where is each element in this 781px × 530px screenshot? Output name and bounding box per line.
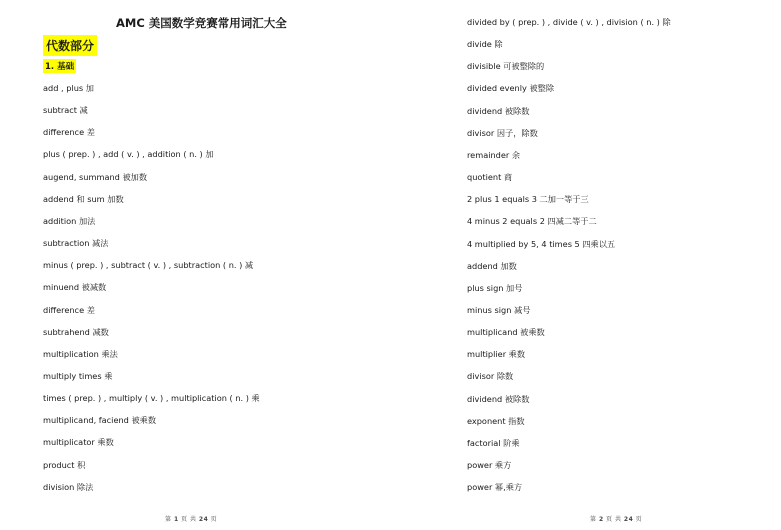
vocabulary-entry: multiplier 乘数 [467, 349, 526, 360]
vocabulary-entry: minus sign 减号 [467, 304, 531, 315]
page-footer: 第 1 页 共 24 页 [165, 516, 218, 523]
subsection-heading: 1. 基础 [43, 59, 76, 73]
vocabulary-entry: factorial 阶乘 [467, 437, 520, 448]
vocabulary-entry: plus sign 加号 [467, 282, 523, 293]
vocabulary-entry: minus ( prep. ) , subtract ( v. ) , subtraction ( n. ) 减 [43, 260, 254, 271]
vocabulary-entry: subtraction 减法 [43, 238, 109, 249]
vocabulary-entry: addend 加数 [467, 260, 517, 271]
vocabulary-entry: division 除法 [43, 481, 94, 492]
vocabulary-entry: subtrahend 减数 [43, 326, 109, 337]
vocabulary-entry: multiplicand 被乘数 [467, 327, 545, 338]
vocabulary-entry: add , plus 加 [43, 83, 94, 93]
vocabulary-entry: remainder 余 [467, 149, 521, 160]
vocabulary-entry: divisible 可被整除的 [467, 61, 545, 72]
vocabulary-entry: minuend 被减数 [43, 282, 107, 293]
vocabulary-entry: subtract 减 [43, 105, 88, 116]
vocabulary-entry: divisor 除数 [467, 371, 514, 382]
vocabulary-entry: multiply times 乘 [43, 370, 113, 381]
vocabulary-entry: product 积 [43, 459, 86, 470]
vocabulary-entry: power 幂,乘方 [467, 482, 523, 493]
document-page-2 [390, 0, 780, 530]
vocabulary-entry: divide 除 [467, 39, 503, 50]
vocabulary-entry: plus ( prep. ) , add ( v. ) , addition ( n. ) 加 [43, 149, 214, 160]
vocabulary-entry: dividend 被除数 [467, 105, 530, 116]
vocabulary-entry: exponent 指数 [467, 415, 525, 426]
vocabulary-entry: difference 差 [43, 304, 95, 315]
vocabulary-entry: multiplication 乘法 [43, 348, 118, 359]
vocabulary-entry: augend, summand 被加数 [43, 171, 148, 182]
vocabulary-entry: 4 minus 2 equals 2 四减二等于二 [467, 216, 597, 227]
vocabulary-entry: divisor 因子，除数 [467, 127, 538, 138]
page-footer: 第 2 页 共 24 页 [590, 516, 643, 523]
vocabulary-entry: 4 multiplied by 5, 4 times 5 四乘以五 [467, 238, 616, 249]
vocabulary-entry: dividend 被除数 [467, 393, 530, 404]
vocabulary-entry: addend 和 sum 加数 [43, 193, 124, 204]
section-heading: 代数部分 [43, 35, 97, 56]
vocabulary-entry: divided by ( prep. ) , divide ( v. ) , division ( n. ) 除 [467, 17, 671, 27]
vocabulary-entry: times ( prep. ) , multiply ( v. ) , multiplication ( n. ) 乘 [43, 393, 260, 404]
document-page-1 [0, 0, 390, 530]
vocabulary-entry: multiplicand, faciend 被乘数 [43, 415, 157, 426]
vocabulary-entry: addition 加法 [43, 215, 96, 226]
vocabulary-entry: divided evenly 被整除 [467, 83, 555, 94]
vocabulary-entry: difference 差 [43, 127, 95, 138]
vocabulary-entry: multiplicator 乘数 [43, 437, 114, 448]
vocabulary-entry: 2 plus 1 equals 3 二加一等于三 [467, 194, 589, 205]
document-title: AMC 美国数学竞赛常用词汇大全 [116, 16, 287, 30]
vocabulary-entry: power 乘方 [467, 460, 512, 470]
vocabulary-entry: quotient 商 [467, 172, 513, 183]
